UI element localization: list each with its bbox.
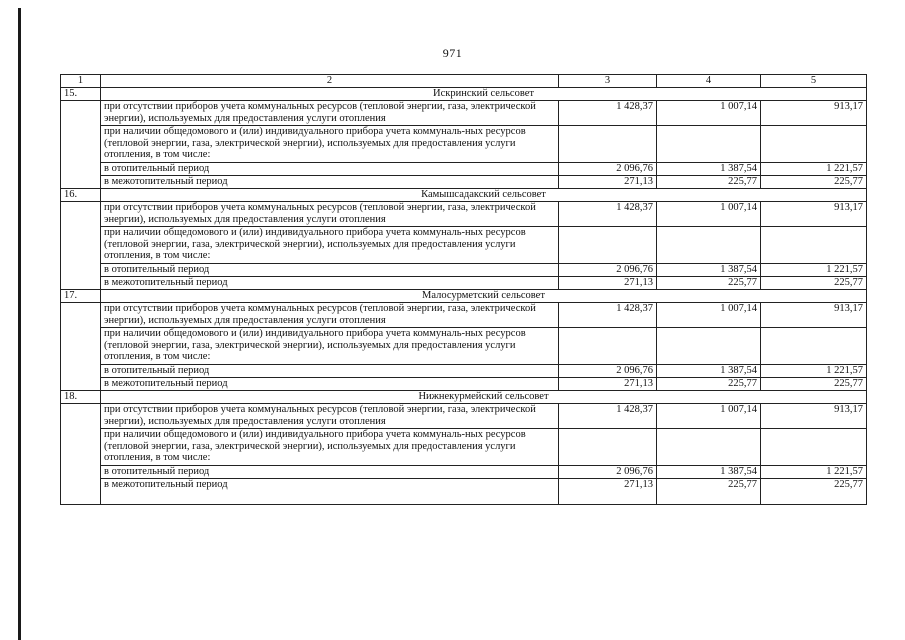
- value-col5: 225,77: [761, 378, 867, 391]
- no-meter-row: [61, 202, 867, 227]
- section-title: Искринский сельсовет: [101, 88, 867, 101]
- value-col5: 225,77: [761, 176, 867, 189]
- value-col3: 1 428,37: [559, 101, 657, 126]
- interheating-period-row: [61, 277, 867, 290]
- blank-cell: [61, 404, 101, 505]
- heating-period-label: в отопительный период: [101, 163, 559, 176]
- section-title: Малосурметский сельсовет: [101, 290, 867, 303]
- section-18: [61, 391, 867, 505]
- section-header-row: [61, 88, 867, 101]
- meter-present-text: при наличии общедомового и (или) индивидуального прибора учета коммуналь-ных ресурсов (тепловой энергии, газа, электрической энергии), используемых для предоставления услуги отопления, в том числе:: [101, 429, 559, 466]
- value-col5: 1 221,57: [761, 264, 867, 277]
- interheating-period-label: в межотопительный период: [101, 479, 559, 505]
- empty-cell: [559, 227, 657, 264]
- section-header-row: [61, 290, 867, 303]
- heating-period-label: в отопительный период: [101, 264, 559, 277]
- empty-cell: [657, 227, 761, 264]
- empty-cell: [761, 328, 867, 365]
- value-col4: 1 387,54: [657, 466, 761, 479]
- value-col3: 2 096,76: [559, 163, 657, 176]
- tariff-table: [60, 74, 867, 505]
- value-col4: 1 007,14: [657, 202, 761, 227]
- heating-period-row: [61, 466, 867, 479]
- column-number-5: 5: [761, 75, 867, 88]
- value-col4: 1 007,14: [657, 303, 761, 328]
- heating-period-label: в отопительный период: [101, 365, 559, 378]
- section-15: [61, 88, 867, 189]
- column-number-4: 4: [657, 75, 761, 88]
- section-17: [61, 290, 867, 391]
- meter-present-row: [61, 126, 867, 163]
- value-col5: 225,77: [761, 479, 867, 505]
- section-number: 15.: [61, 88, 101, 101]
- value-col4: 225,77: [657, 176, 761, 189]
- value-col3: 1 428,37: [559, 303, 657, 328]
- meter-present-text: при наличии общедомового и (или) индивидуального прибора учета коммуналь-ных ресурсов (тепловой энергии, газа, электрической энергии), используемых для предоставления услуги отопления, в том числе:: [101, 328, 559, 365]
- value-col5: 1 221,57: [761, 466, 867, 479]
- value-col4: 1 387,54: [657, 365, 761, 378]
- no-meter-row: [61, 404, 867, 429]
- empty-cell: [559, 429, 657, 466]
- empty-cell: [559, 126, 657, 163]
- empty-cell: [657, 429, 761, 466]
- value-col4: 225,77: [657, 378, 761, 391]
- value-col3: 2 096,76: [559, 365, 657, 378]
- value-col5: 913,17: [761, 303, 867, 328]
- blank-cell: [61, 202, 101, 290]
- meter-present-text: при наличии общедомового и (или) индивидуального прибора учета коммуналь-ных ресурсов (тепловой энергии, газа, электрической энергии), используемых для предоставления услуги отопления, в том числе:: [101, 126, 559, 163]
- no-meter-text: при отсутствии приборов учета коммунальных ресурсов (тепловой энергии, газа, электрической энергии), используемых для предоставления услуги отопления: [101, 202, 559, 227]
- value-col5: 913,17: [761, 101, 867, 126]
- value-col5: 913,17: [761, 202, 867, 227]
- empty-cell: [657, 126, 761, 163]
- meter-present-row: [61, 227, 867, 264]
- section-header-row: [61, 189, 867, 202]
- value-col5: 1 221,57: [761, 365, 867, 378]
- value-col3: 1 428,37: [559, 202, 657, 227]
- value-col5: 225,77: [761, 277, 867, 290]
- heating-period-row: [61, 365, 867, 378]
- heating-period-label: в отопительный период: [101, 466, 559, 479]
- interheating-period-label: в межотопительный период: [101, 176, 559, 189]
- empty-cell: [657, 328, 761, 365]
- value-col4: 1 387,54: [657, 264, 761, 277]
- section-title: Нижнекурмейский сельсовет: [101, 391, 867, 404]
- meter-present-row: [61, 328, 867, 365]
- value-col3: 271,13: [559, 277, 657, 290]
- binding-margin-line: [18, 8, 21, 640]
- interheating-period-label: в межотопительный период: [101, 277, 559, 290]
- value-col5: 1 221,57: [761, 163, 867, 176]
- no-meter-text: при отсутствии приборов учета коммунальных ресурсов (тепловой энергии, газа, электрической энергии), используемых для предоставления услуги отопления: [101, 101, 559, 126]
- value-col3: 271,13: [559, 479, 657, 505]
- meter-present-row: [61, 429, 867, 466]
- empty-cell: [559, 328, 657, 365]
- no-meter-row: [61, 303, 867, 328]
- value-col3: 2 096,76: [559, 466, 657, 479]
- interheating-period-row: [61, 479, 867, 505]
- page-number: 971: [442, 46, 463, 60]
- heating-period-row: [61, 264, 867, 277]
- interheating-period-row: [61, 176, 867, 189]
- section-number: 16.: [61, 189, 101, 202]
- value-col5: 913,17: [761, 404, 867, 429]
- section-title: Камышсадакский сельсовет: [101, 189, 867, 202]
- blank-cell: [61, 303, 101, 391]
- value-col4: 1 007,14: [657, 101, 761, 126]
- column-number-row: [61, 75, 867, 88]
- no-meter-text: при отсутствии приборов учета коммунальных ресурсов (тепловой энергии, газа, электрической энергии), используемых для предоставления услуги отопления: [101, 303, 559, 328]
- value-col4: 225,77: [657, 479, 761, 505]
- empty-cell: [761, 429, 867, 466]
- empty-cell: [761, 126, 867, 163]
- value-col3: 271,13: [559, 378, 657, 391]
- section-number: 18.: [61, 391, 101, 404]
- empty-cell: [761, 227, 867, 264]
- section-header-row: [61, 391, 867, 404]
- value-col3: 1 428,37: [559, 404, 657, 429]
- section-number: 17.: [61, 290, 101, 303]
- column-number-1: 1: [61, 75, 101, 88]
- heating-period-row: [61, 163, 867, 176]
- interheating-period-label: в межотопительный период: [101, 378, 559, 391]
- column-number-3: 3: [559, 75, 657, 88]
- value-col3: 271,13: [559, 176, 657, 189]
- value-col3: 2 096,76: [559, 264, 657, 277]
- no-meter-row: [61, 101, 867, 126]
- meter-present-text: при наличии общедомового и (или) индивидуального прибора учета коммуналь-ных ресурсов (тепловой энергии, газа, электрической энергии), используемых для предоставления услуги отопления, в том числе:: [101, 227, 559, 264]
- column-number-2: 2: [101, 75, 559, 88]
- value-col4: 1 007,14: [657, 404, 761, 429]
- section-16: [61, 189, 867, 290]
- no-meter-text: при отсутствии приборов учета коммунальных ресурсов (тепловой энергии, газа, электрической энергии), используемых для предоставления услуги отопления: [101, 404, 559, 429]
- value-col4: 225,77: [657, 277, 761, 290]
- interheating-period-row: [61, 378, 867, 391]
- value-col4: 1 387,54: [657, 163, 761, 176]
- blank-cell: [61, 101, 101, 189]
